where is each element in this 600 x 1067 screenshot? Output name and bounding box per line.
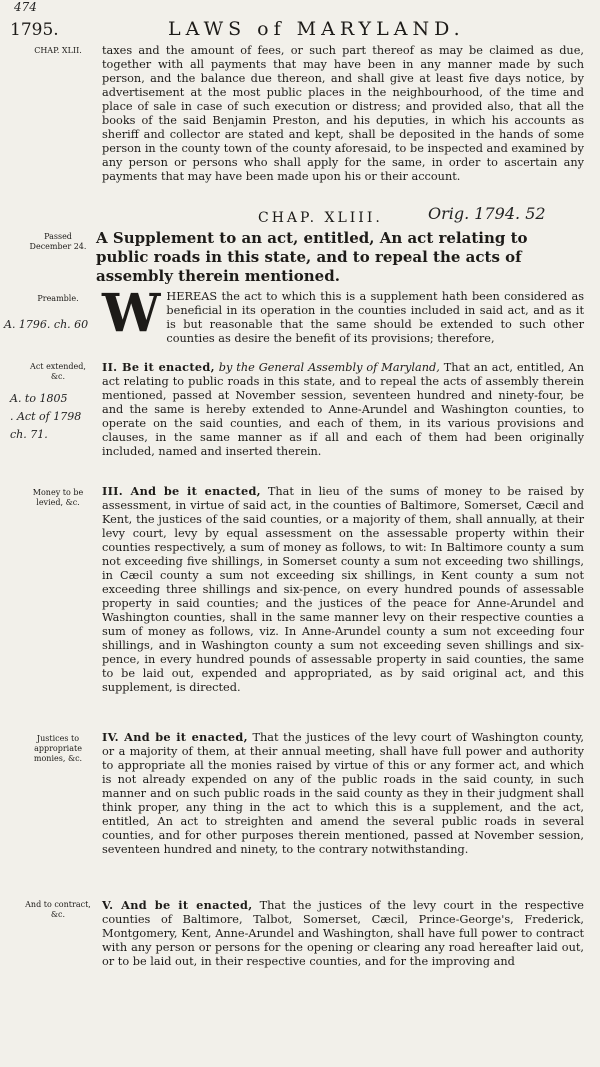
chap-xlii-text bbox=[102, 44, 584, 184]
section-ii-text: That an act, entitled, An act relating to public roads in this state, and to repeal the acts of assembly therein mentioned, passed at November session, seventeen hundred and ninety-four, be and the same is hereby extended to Anne-Arundel and Washington counties, to operate on the said counties, and each of them, in its various provisions and clauses, in the same manner as if all and each of them had been originally included, named and inserted therein. bbox=[102, 361, 584, 458]
preamble-block bbox=[102, 283, 584, 346]
chap-xliii-heading: CHAP. XLIII. bbox=[258, 210, 383, 226]
section-iii bbox=[102, 484, 584, 695]
handwritten-page-number: 474 bbox=[14, 0, 37, 14]
margin-money-levied: Money to be levied, &c. bbox=[32, 488, 84, 507]
margin-passed-date: Passed December 24. bbox=[29, 232, 87, 251]
section-v bbox=[102, 898, 584, 969]
header-title: LAWS of MARYLAND. bbox=[168, 18, 465, 40]
dropcap-w: W bbox=[102, 283, 161, 344]
chap-xlii-paragraph: taxes and the amount of fees, or such part thereof as may be claimed as due, together with all payments that may have been in any manner made by such person, and the balance due thereon, and shall give at least five days notice, by advertisement at the most public places in the neighbourhood, of the time and place of sale in case of such execution or distress; and provided also, that all the books of the said Benjamin Preston, and his deputies, in which his accounts as sheriff and collector are stated and kept, shall be deposited in the hands of some person in the county town of the county aforesaid, to be inspected and examined by any person or persons who shall apply for the same, in order to ascertain any payments that may have been made upon his or their account. bbox=[102, 44, 584, 183]
section-iii-text: That in lieu of the sums of money to be raised by assessment, in virtue of said act, in the counties of Baltimore, Somerset, Cæcil and Kent, the justices of the said counties, or a majority of them, shall annually, at their levy court, levy by equal assessment on the assessable property within their counties respectively, a sum of money as follows, to wit: In Baltimore county a sum not exceeding five shillings, in Somerset county a sum not exceeding two shillings, in Cæcil county a sum not exceeding six shillings, in Kent county a sum not exceeding three shillings and six-pence, on every hundred pounds of assessable property in said counties; and the justices of the peace for Anne-Arundel and Washington counties, shall in the same manner levy on their respective counties a sum of money as follows, viz. In Anne-Arundel county a sum not exceeding four shillings, and in Washington county a sum not exceeding seven shillings and six-pence, in every hundred pounds of assessable property in said counties, the same to be laid out, expended and appropriated, as by said original act, and this supplement, is directed. bbox=[102, 485, 584, 694]
section-iii-lead: III. And be it enacted, bbox=[102, 484, 261, 498]
section-ii bbox=[102, 360, 584, 459]
margin-preamble: Preamble. bbox=[37, 294, 79, 303]
margin-contract: And to contract, &c. bbox=[25, 900, 91, 919]
handwritten-note-3: . Act of 1798 bbox=[10, 410, 82, 423]
handwritten-note-1: A. 1796. ch. 60 bbox=[4, 318, 89, 331]
section-v-text: That the justices of the levy court in the respective counties of Baltimore, Talbot, Somerset, Cæcil, Prince-George's, Frederick, Montgomery, Kent, Anne-Arundel and Washington, shall have full power to contract with any person or persons for the opening or clearing any road hereafter laid out, or to be laid out, in their respective counties, and for the improving and bbox=[102, 899, 584, 968]
handwritten-note-2: A. to 1805 bbox=[10, 392, 68, 405]
handwritten-note-4: ch. 71. bbox=[10, 428, 48, 441]
preamble-text: HEREAS the act to which this is a supplement hath been considered as beneficial in its operation in the counties included in said act, and as it is but reasonable that the same should be extended to such other counties as desire the benefit of its provisions; therefore, bbox=[166, 290, 584, 345]
section-ii-by: by the General Assembly of Maryland, bbox=[218, 361, 440, 374]
section-iv-lead: IV. And be it enacted, bbox=[102, 730, 248, 744]
act-title: A Supplement to an act, entitled, An act relating to public roads in this state, and to repeal the acts of assembly therein mentioned. bbox=[96, 229, 528, 285]
margin-act-extended: Act extended, &c. bbox=[30, 362, 86, 381]
section-iv-text: That the justices of the levy court of Washington county, or a majority of them, at their annual meeting, shall have full power and authority to appropriate all the monies raised by virtue of this or any former act, and which is not already expended on any of the public roads in the said county, in such manner and on such public roads in the said county as they in their judgment shall think proper, any thing in the act to which this is a supplement, and the act, entitled, An act to streighten and amend the several public roads in several counties, and for other purposes therein mentioned, passed at November session, seventeen hundred and ninety, to the contrary notwithstanding. bbox=[102, 731, 584, 856]
section-v-lead: V. And be it enacted, bbox=[102, 898, 253, 912]
section-iv bbox=[102, 730, 584, 857]
section-ii-lead: II. Be it enacted, bbox=[102, 360, 215, 374]
handwritten-orig-note: Orig. 1794. 52 bbox=[428, 204, 546, 223]
margin-justices-appropriate: Justices to appropriate monies, &c. bbox=[33, 734, 83, 763]
header-year: 1795. bbox=[10, 20, 59, 40]
margin-chap-xlii: CHAP. XLII. bbox=[34, 46, 82, 55]
